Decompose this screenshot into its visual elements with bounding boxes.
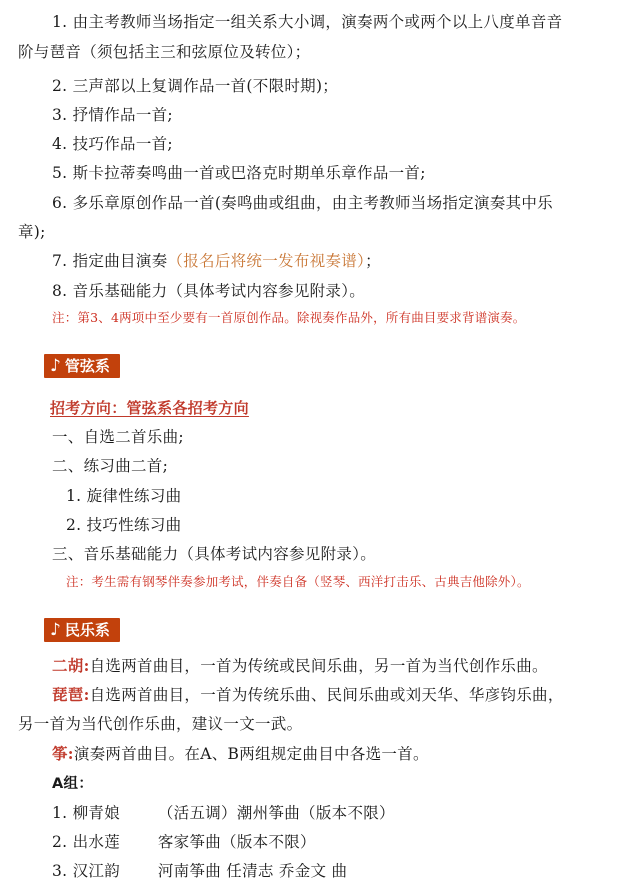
- zheng-line: [52, 744, 429, 764]
- piano-item-7-prefix: 7. 指定曲目演奏: [52, 252, 168, 270]
- strings-note: 注：考生需有钢琴伴奏参加考试，伴奏自备（竖琴、西洋打击乐、古典吉他除外）。: [66, 574, 530, 589]
- zheng-text: 演奏两首曲目。在A、B两组规定曲目中各选一首。: [73, 745, 429, 763]
- group-a-item-desc: 河南筝曲 任清志 乔金文 曲: [157, 862, 348, 880]
- piano-item-7-highlight: （报名后将统一发布视奏谱）: [167, 252, 366, 270]
- section-tag-folk-label: 民乐系: [64, 621, 110, 639]
- piano-item-2: 2. 三声部以上复调作品一首(不限时期)；: [52, 77, 339, 95]
- strings-item-1: 一、自选二首乐曲;: [52, 428, 184, 446]
- strings-sub-2: 2. 技巧性练习曲: [66, 516, 182, 534]
- pipa-line-1: [52, 685, 564, 705]
- group-a-item-title: 汉江韵: [72, 862, 121, 880]
- strings-item-3: 三、音乐基础能力（具体考试内容参见附录）。: [52, 545, 377, 563]
- group-a-item-title: 柳青娘: [72, 804, 121, 822]
- group-a-item-desc: 客家筝曲（版本不限）: [157, 833, 316, 851]
- strings-heading[interactable]: 招考方向：管弦系各招考方向: [50, 399, 249, 417]
- group-a-item-num: 2.: [52, 833, 68, 851]
- music-note-icon: ♪: [50, 620, 61, 640]
- piano-item-5: 5. 斯卡拉蒂奏鸣曲一首或巴洛克时期单乐章作品一首;: [52, 164, 426, 182]
- erhu-line: [52, 656, 548, 676]
- piano-item-3: 3. 抒情作品一首;: [52, 106, 173, 124]
- piano-item-7-suffix: ；: [365, 252, 381, 270]
- group-a-item: [52, 861, 347, 881]
- section-tag-strings-label: 管弦系: [64, 357, 110, 375]
- strings-item-2: 二、练习曲二首;: [52, 457, 169, 475]
- group-a-label: A组：: [52, 776, 94, 792]
- group-a-item-num: 1.: [52, 804, 68, 822]
- piano-item-8: 8. 音乐基础能力（具体考试内容参见附录）。: [52, 282, 366, 300]
- group-a-item-desc: （活五调）潮州筝曲（版本不限）: [157, 804, 395, 822]
- group-a-item-num: 3.: [52, 862, 68, 880]
- group-a-item: [52, 803, 395, 823]
- piano-item-7: [52, 251, 381, 271]
- group-a-item: [52, 832, 316, 852]
- section-tag-folk: [44, 618, 120, 642]
- pipa-label: 琵琶:: [52, 685, 90, 704]
- piano-item-6-line1: 6. 多乐章原创作品一首(奏鸣曲或组曲，由主考教师当场指定演奏其中乐: [52, 194, 553, 212]
- erhu-label: 二胡:: [52, 656, 90, 675]
- pipa-text-line1: 自选两首曲目，一首为传统乐曲、民间乐曲或刘天华、华彦钧乐曲，: [89, 686, 564, 704]
- piano-note: 注：第3、4两项中至少要有一首原创作品。除视奏作品外，所有曲目要求背谱演奏。: [52, 310, 526, 325]
- strings-sub-1: 1. 旋律性练习曲: [66, 487, 182, 505]
- section-tag-strings: [44, 354, 120, 378]
- zheng-label: 筝:: [52, 744, 74, 763]
- pipa-line-2: 另一首为当代创作乐曲，建议一文一武。: [18, 715, 303, 733]
- piano-item-1-line1: 1. 由主考教师当场指定一组关系大小调，演奏两个或两个以上八度单音音: [52, 13, 563, 31]
- music-note-icon: ♪: [50, 356, 61, 376]
- piano-item-6-line2: 章);: [18, 223, 46, 241]
- group-a-item-title: 出水莲: [72, 833, 121, 851]
- erhu-text: 自选两首曲目，一首为传统或民间乐曲，另一首为当代创作乐曲。: [89, 657, 548, 675]
- piano-item-1-line2: 阶与琶音（须包括主三和弦原位及转位）；: [18, 43, 311, 61]
- piano-item-4: 4. 技巧作品一首;: [52, 135, 173, 153]
